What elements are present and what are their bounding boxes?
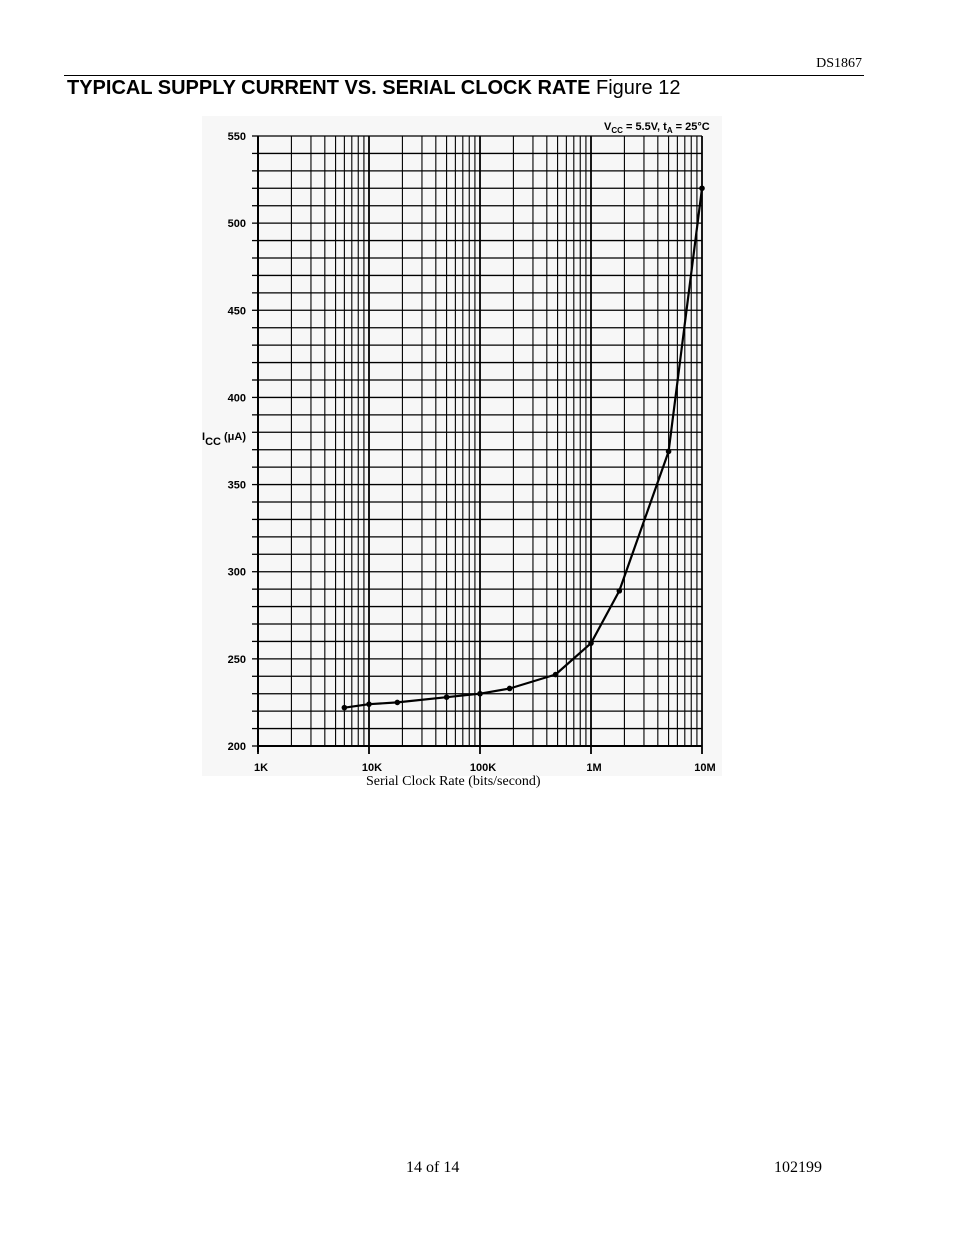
series [342,185,705,710]
chart-panel [202,116,722,776]
data-point [588,640,594,646]
page-number: 14 of 14 [406,1159,460,1176]
revision-date: 102199 [774,1159,822,1176]
data-point [477,691,483,697]
data-point [444,694,450,700]
data-point [666,449,672,455]
x-tick-label: 1K [253,762,269,774]
data-point [342,705,348,711]
y-tick-label: 250 [227,653,246,666]
data-point [699,185,705,191]
y-tick-label: 350 [227,479,246,492]
x-tick-label: 10M [694,762,716,774]
y-tick-label: 200 [227,741,246,753]
data-point [553,672,559,678]
figure-title: TYPICAL SUPPLY CURRENT VS. SERIAL CLOCK RATE [67,77,591,99]
supply-current-chart [202,116,722,776]
series-line [344,188,702,707]
tick-labels [228,131,716,774]
test-conditions-annotation: $V_{CC} = 5.5V$, $t_A = 25^\circ C$ [604,121,710,135]
y-axis-label: ICC (μA) [202,431,247,448]
y-tick-label: 450 [227,305,246,318]
document-id: DS1867 [816,56,862,71]
header-rule [64,75,864,76]
y-tick-label: 550 [227,131,246,143]
data-point [395,700,401,706]
x-tick-label: 1M [586,762,602,774]
grid [252,136,702,746]
data-point [366,701,372,707]
y-tick-label: 300 [227,566,246,579]
data-point [507,686,513,692]
figure-heading [67,77,680,100]
figure-number: Figure 12 [595,77,681,99]
x-tick-label: 10K [361,762,383,774]
x-axis-label: Serial Clock Rate (bits/second) [366,774,541,789]
y-tick-label: 400 [227,392,246,405]
data-point [617,588,623,594]
x-tick-label: 100K [469,762,497,774]
y-tick-label: 500 [227,218,246,231]
